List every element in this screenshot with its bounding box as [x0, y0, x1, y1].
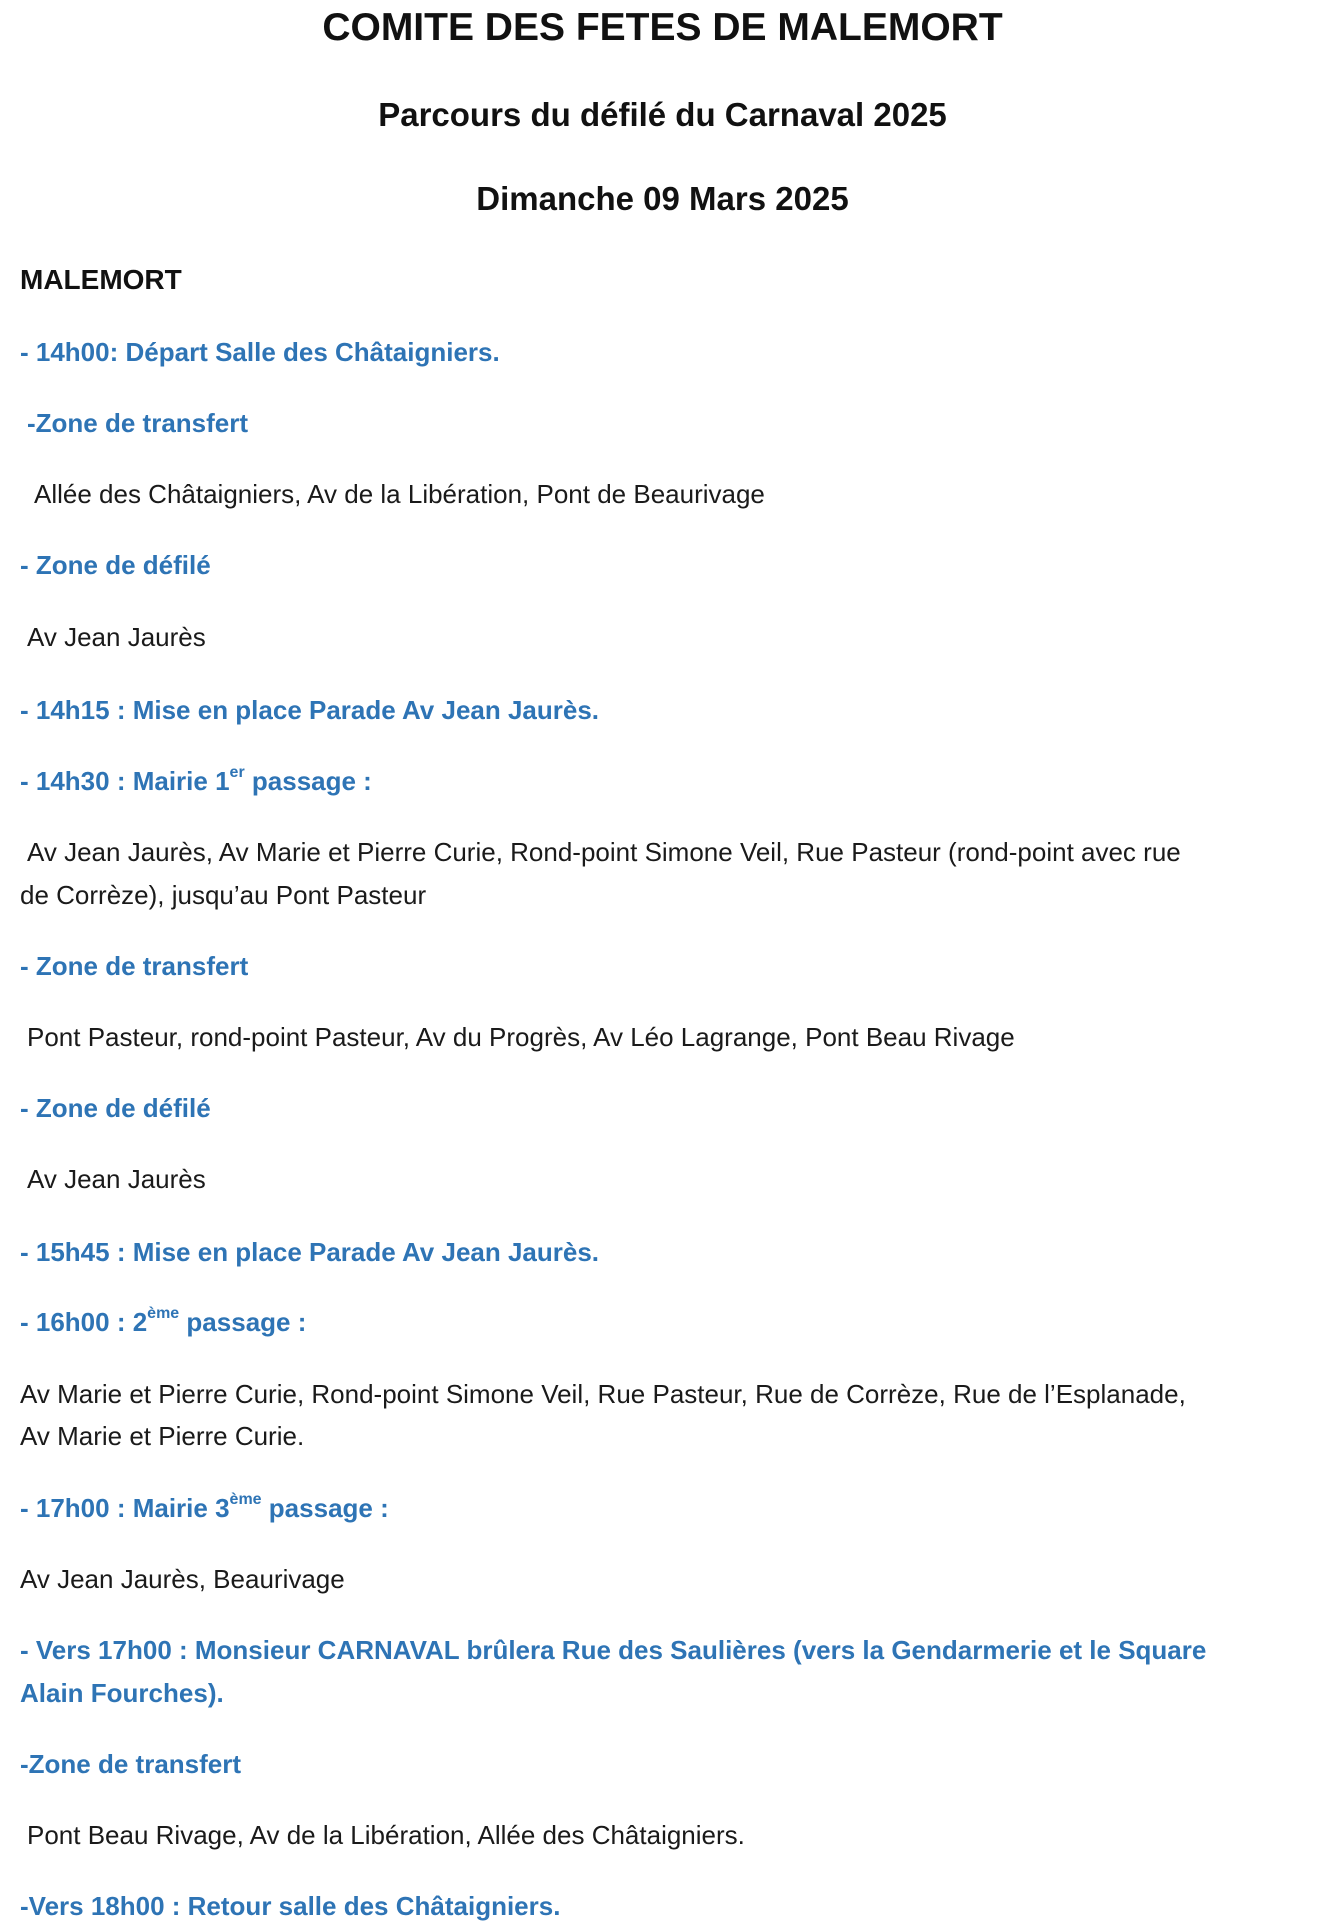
- schedule-return: -Vers 18h00 : Retour salle des Châtaigniers.: [20, 1891, 561, 1921]
- heading-text: - 14h30 : Mairie 1: [20, 766, 230, 796]
- route-text: Pont Pasteur, rond-point Pasteur, Av du Progrès, Av Léo Lagrange, Pont Beau Rivage: [27, 1022, 1015, 1052]
- superscript: ème: [147, 1305, 180, 1323]
- superscript: ème: [229, 1491, 262, 1509]
- route-text: Av Jean Jaurès, Beaurivage: [20, 1564, 345, 1594]
- route-text: Av Jean Jaurès, Av Marie et Pierre Curie, Rond-point Simone Veil, Rue Pasteur (rond-point avec rue: [27, 837, 1181, 867]
- document-title: COMITE DES FETES DE MALEMORT: [322, 6, 1003, 49]
- superscript: er: [229, 764, 245, 782]
- route-text: de Corrèze), jusqu’au Pont Pasteur: [20, 880, 427, 910]
- schedule-carnaval-burning: - Vers 17h00 : Monsieur CARNAVAL brûlera Rue des Saulières (vers la Gendarmerie et le Square: [20, 1635, 1207, 1665]
- heading-text: passage :: [261, 1493, 389, 1523]
- schedule-third-pass: [20, 1486, 1310, 1530]
- schedule-first-pass: [20, 759, 1310, 803]
- heading-text: passage :: [244, 766, 372, 796]
- route-text: Av Marie et Pierre Curie.: [20, 1421, 305, 1451]
- schedule-parade-setup: - 14h15 : Mise en place Parade Av Jean Jaurès.: [20, 695, 600, 725]
- heading-text: - 17h00 : Mairie 3: [20, 1493, 230, 1523]
- zone-transfer-heading: - Zone de transfert: [20, 951, 249, 981]
- route-text: Av Jean Jaurès: [27, 622, 206, 652]
- route-text: Pont Beau Rivage, Av de la Libération, Allée des Châtaigniers.: [27, 1820, 745, 1850]
- schedule-carnaval-burning-cont: Alain Fourches).: [20, 1678, 224, 1708]
- section-title-malemort: MALEMORT: [20, 264, 182, 295]
- zone-transfer-heading: -Zone de transfert: [27, 408, 249, 438]
- route-text: Av Marie et Pierre Curie, Rond-point Simone Veil, Rue Pasteur, Rue de Corrèze, Rue de l’Esplanade,: [20, 1379, 1186, 1409]
- zone-parade-heading: - Zone de défilé: [20, 550, 211, 580]
- schedule-second-pass: [20, 1300, 1310, 1344]
- event-date: Dimanche 09 Mars 2025: [476, 180, 849, 217]
- schedule-departure: - 14h00: Départ Salle des Châtaigniers.: [20, 337, 500, 367]
- zone-transfer-heading: -Zone de transfert: [20, 1749, 242, 1779]
- schedule-parade-setup: - 15h45 : Mise en place Parade Av Jean Jaurès.: [20, 1237, 600, 1267]
- heading-text: passage :: [179, 1307, 307, 1337]
- route-text: Allée des Châtaigniers, Av de la Libération, Pont de Beaurivage: [34, 479, 765, 509]
- route-text: Av Jean Jaurès: [27, 1164, 206, 1194]
- document-subtitle: Parcours du défilé du Carnaval 2025: [378, 96, 947, 133]
- zone-parade-heading: - Zone de défilé: [20, 1093, 211, 1123]
- heading-text: - 16h00 : 2: [20, 1307, 148, 1337]
